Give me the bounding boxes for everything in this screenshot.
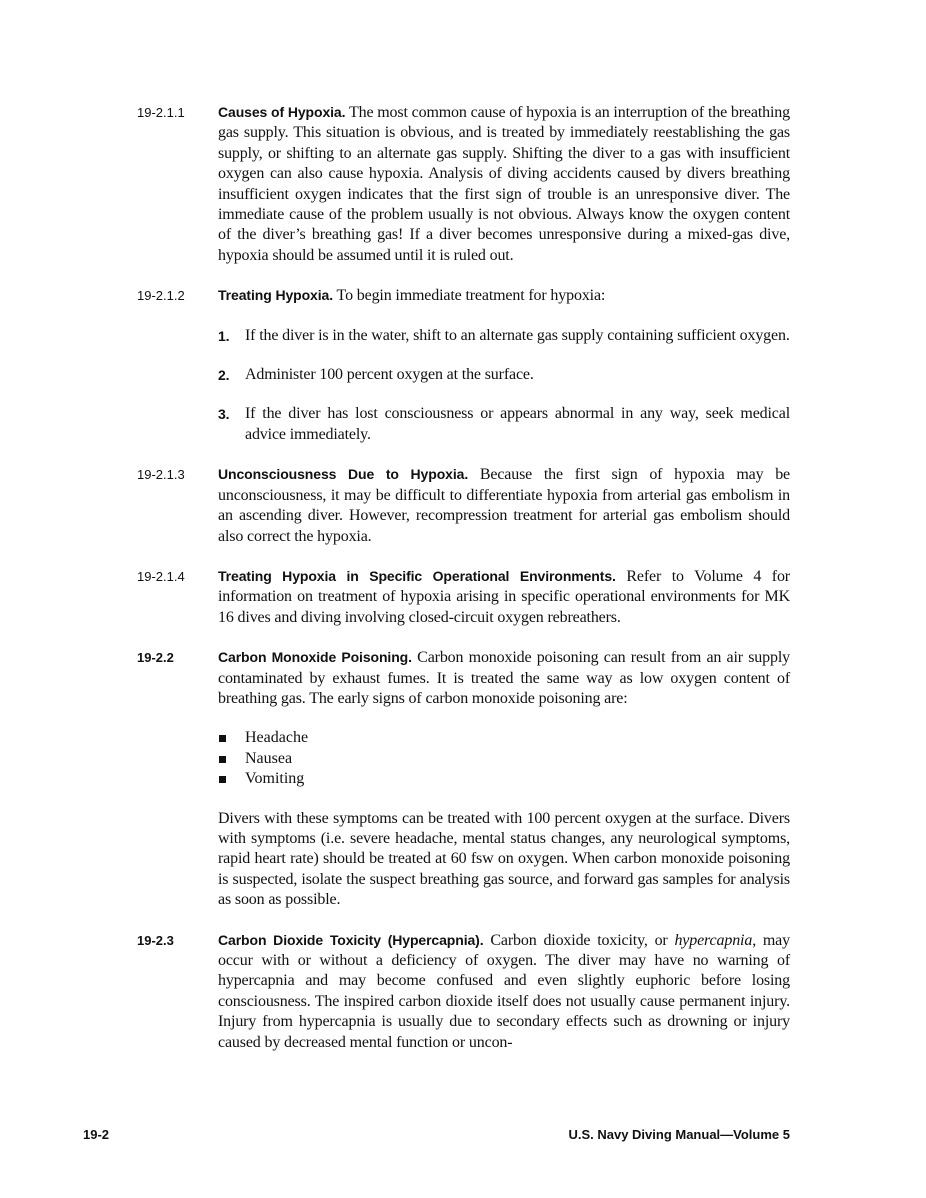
step-number: 1. — [218, 327, 230, 344]
section-19-2-2 — [0, 647, 926, 709]
section-number: 19-2.1.1 — [137, 105, 185, 120]
list-item — [218, 404, 790, 445]
section-19-2-1-4 — [0, 566, 926, 628]
bullet-square-icon — [219, 776, 226, 783]
list-item — [218, 326, 790, 346]
section-number: 19-2.1.4 — [137, 568, 185, 584]
list-item — [218, 749, 926, 769]
section-text: Carbon monoxide poisoning can result from an air supply contaminated by exhaust fumes. It is treated the same way as low oxygen content of breathing gas. The early signs of carbon monoxide poisoning are: — [218, 649, 791, 707]
section-heading: Treating Hypoxia. — [218, 287, 333, 304]
section-19-2-1-3 — [0, 464, 926, 547]
section-heading: Unconsciousness Due to Hypoxia. — [218, 466, 469, 483]
section-19-2-1-1 — [0, 102, 926, 266]
page-number: 19-2 — [83, 1127, 110, 1142]
footer-title: U.S. Navy Diving Manual—Volume 5 — [568, 1127, 790, 1142]
section-text: The most common cause of hypoxia is an interruption of the breathing gas supply. This situation is obvious, and is treated by immediately reestablishing the gas supply, or shifting to an alternate gas supply. Shifting the diver to a gas with insufficient oxygen can also cause hypoxia. Analysis of diving accidents caused by divers breathing insufficient oxygen indicates that the first sign of trouble is an unresponsive diver. The immediate cause of the problem usually is not obvious. Always know the oxygen content of the diver’s breathing gas! If a diver becomes unresponsive during a mixed-gas dive, hypoxia should be assumed until it is ruled out. — [218, 104, 790, 264]
followup-paragraph: Divers with these symptoms can be treated with 100 percent oxygen at the surface. Divers with symptoms (i.e. severe headache, mental status changes, any neurological symptoms, rapid heart rate) should be treated at 60 fsw on oxygen. When carbon monoxide poisoning is suspected, isolate the suspect breathing gas source, and forward gas samples for analysis as soon as possible. — [218, 809, 790, 909]
section-number: 19-2.1.3 — [137, 467, 185, 483]
section-heading: Carbon Monoxide Poisoning. — [218, 649, 412, 666]
section-number: 19-2.2 — [137, 650, 174, 666]
step-text: If the diver has lost consciousness or appears abnormal in any way, seek medical advice immediately. — [245, 405, 790, 443]
section-text-continued: , may occur with or without a deficiency of oxygen. The diver may have no warning of hypercapnia and may become confused and even slightly euphoric before losing consciousness. The inspired carbon dioxide itself does not usually cause permanent injury. Injury from hypercapnia is usually due to secondary effects such as drowning or injury caused by decreased mental function or uncon- — [218, 931, 790, 1051]
section-text: Because the first sign of hypoxia may be unconsciousness, it may be difficult to differentiate hypoxia from arterial gas embolism in an ascending diver. However, recompression treatment for arterial gas embolism should also correct the hypoxia. — [218, 466, 790, 545]
section-number: 19-2.3 — [137, 932, 174, 948]
bullet-square-icon — [219, 756, 226, 763]
section-text: Carbon dioxide toxicity, or — [483, 931, 675, 949]
section-19-2-1-2 — [0, 285, 926, 306]
bullet-text: Headache — [245, 729, 309, 747]
step-number: 2. — [218, 367, 230, 384]
page-body — [0, 102, 926, 1072]
section-text: Refer to Volume 4 for information on treatment of hypoxia arising in specific operational environments for MK 16 dives and diving involving closed-circuit oxygen rebreathers. — [218, 567, 790, 626]
section-paragraph — [218, 647, 790, 709]
list-item — [218, 728, 926, 748]
section-19-2-2-followup — [0, 809, 926, 911]
symptom-list — [218, 728, 926, 789]
step-text: If the diver is in the water, shift to an alternate gas supply containing sufficient oxygen. — [245, 326, 790, 344]
section-text: To begin immediate treatment for hypoxia: — [333, 287, 606, 305]
section-heading: Causes of Hypoxia. — [218, 104, 346, 120]
section-heading: Carbon Dioxide Toxicity (Hypercapnia). — [218, 931, 484, 948]
bullet-square-icon — [219, 735, 226, 742]
list-item — [218, 365, 790, 385]
section-paragraph — [218, 930, 790, 1053]
section-heading: Treating Hypoxia in Specific Operational Environments. — [218, 567, 616, 584]
italic-term: hypercapnia — [674, 931, 753, 949]
bullet-text: Vomiting — [245, 770, 305, 788]
step-text: Administer 100 percent oxygen at the surface. — [245, 366, 534, 384]
section-paragraph — [218, 285, 790, 306]
section-paragraph — [218, 464, 790, 547]
section-paragraph — [218, 102, 790, 266]
list-item — [218, 769, 926, 789]
section-number: 19-2.1.2 — [137, 288, 185, 304]
section-19-2-3 — [0, 930, 926, 1053]
bullet-text: Nausea — [245, 749, 293, 767]
section-paragraph — [218, 566, 790, 628]
step-number: 3. — [218, 406, 230, 423]
